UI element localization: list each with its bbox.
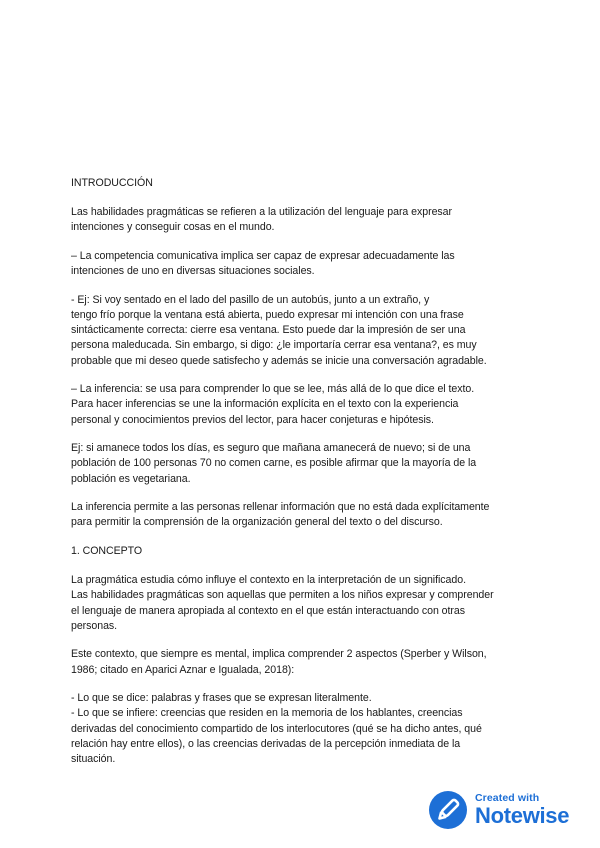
text-line: - Ej: Si voy sentado en el lado del pasillo de un autobús, junto a un extraño, y <box>71 293 430 306</box>
paragraph-contexto <box>71 647 533 677</box>
text-line: – La inferencia: se usa para comprender lo que se lee, más allá de lo que dice el texto. <box>71 383 475 396</box>
text-line: Las habilidades pragmáticas se refieren a la utilización del lenguaje para expresar <box>71 206 452 219</box>
text-line: derivadas del conocimiento compartido de los interlocutores (qué se ha dicho antes, qué <box>71 722 482 735</box>
paragraph-competencia <box>71 249 533 279</box>
text-line: - Lo que se dice: palabras y frases que se expresan literalmente. <box>71 692 372 705</box>
paragraph-habilidades <box>71 205 533 235</box>
text-line: Este contexto, que siempre es mental, implica comprender 2 aspectos (Sperber y Wilson, <box>71 648 487 661</box>
text-line: tengo frío porque la ventana está abierta, puedo expresar mi intención con una frase <box>71 309 464 321</box>
text-line: Las habilidades pragmáticas son aquellas que permiten a los niños expresar y comprender <box>71 589 494 602</box>
document-body <box>71 176 533 781</box>
text-line: el lenguaje de manera apropiada al contexto en el que están interactuando con otras <box>71 604 465 617</box>
text-line: Para hacer inferencias se une la información explícita en el texto con la experiencia <box>71 398 459 411</box>
watermark-text <box>475 793 569 827</box>
text-line: – La competencia comunicativa implica ser capaz de expresar adecuadamente las <box>71 250 455 262</box>
text-line: sintácticamente correcta: cierre esa ventana. Esto puede dar la impresión de ser una <box>71 324 466 337</box>
text-line: situación. <box>71 753 116 766</box>
text-line: - Lo que se infiere: creencias que residen en la memoria de los hablantes, creencias <box>71 707 463 720</box>
heading-concepto: 1. CONCEPTO <box>71 545 143 557</box>
text-line: intenciones de uno en diversas situaciones sociales. <box>71 265 315 278</box>
paragraph-inferencia <box>71 382 533 428</box>
heading-introduccion: INTRODUCCIÓN <box>71 177 153 189</box>
paragraph-aspectos <box>71 691 533 767</box>
paragraph-ejemplo-autobus <box>71 293 533 369</box>
text-line: personas. <box>71 619 118 632</box>
notewise-watermark <box>428 786 588 834</box>
text-line: Ej: si amanece todos los días, es seguro que mañana amanecerá de nuevo; si de una <box>71 442 471 455</box>
text-line: probable que mi deseo quede satisfecho y además se inicie una conversación agradable. <box>71 354 487 367</box>
paragraph-pragmatica <box>71 573 533 634</box>
text-line: La pragmática estudia cómo influye el contexto en la interpretación de un significado. <box>71 574 466 587</box>
text-line: población de 100 personas 70 no comen carne, es posible afirmar que la mayoría de la <box>71 457 477 470</box>
text-line: persona maleducada. Sin embargo, si digo: ¿le importaría cerrar esa ventana?, es muy <box>71 339 477 352</box>
text-line: para permitir la comprensión de la organización general del texto o del discurso. <box>71 516 443 529</box>
text-line: intenciones y conseguir cosas en el mundo. <box>71 221 275 234</box>
text-line: población es vegetariana. <box>71 472 191 485</box>
watermark-brand: Notewise <box>475 802 570 828</box>
watermark-created-with: Created with <box>475 792 540 805</box>
paragraph-inferencia-permite <box>71 500 533 530</box>
paragraph-ejemplo-amanece <box>71 441 533 487</box>
text-line: personal y conocimientos previos del lector, para hacer conjeturas e hipótesis. <box>71 413 434 426</box>
text-line: La inferencia permite a las personas rellenar información que no está dada explícitamente <box>71 501 490 514</box>
text-line: 1986; citado en Aparici Aznar e Igualada, 2018): <box>71 663 295 676</box>
pen-icon <box>428 790 468 830</box>
text-line: relación hay entre ellos), o las creencias derivadas de la percepción inmediata de la <box>71 737 461 750</box>
